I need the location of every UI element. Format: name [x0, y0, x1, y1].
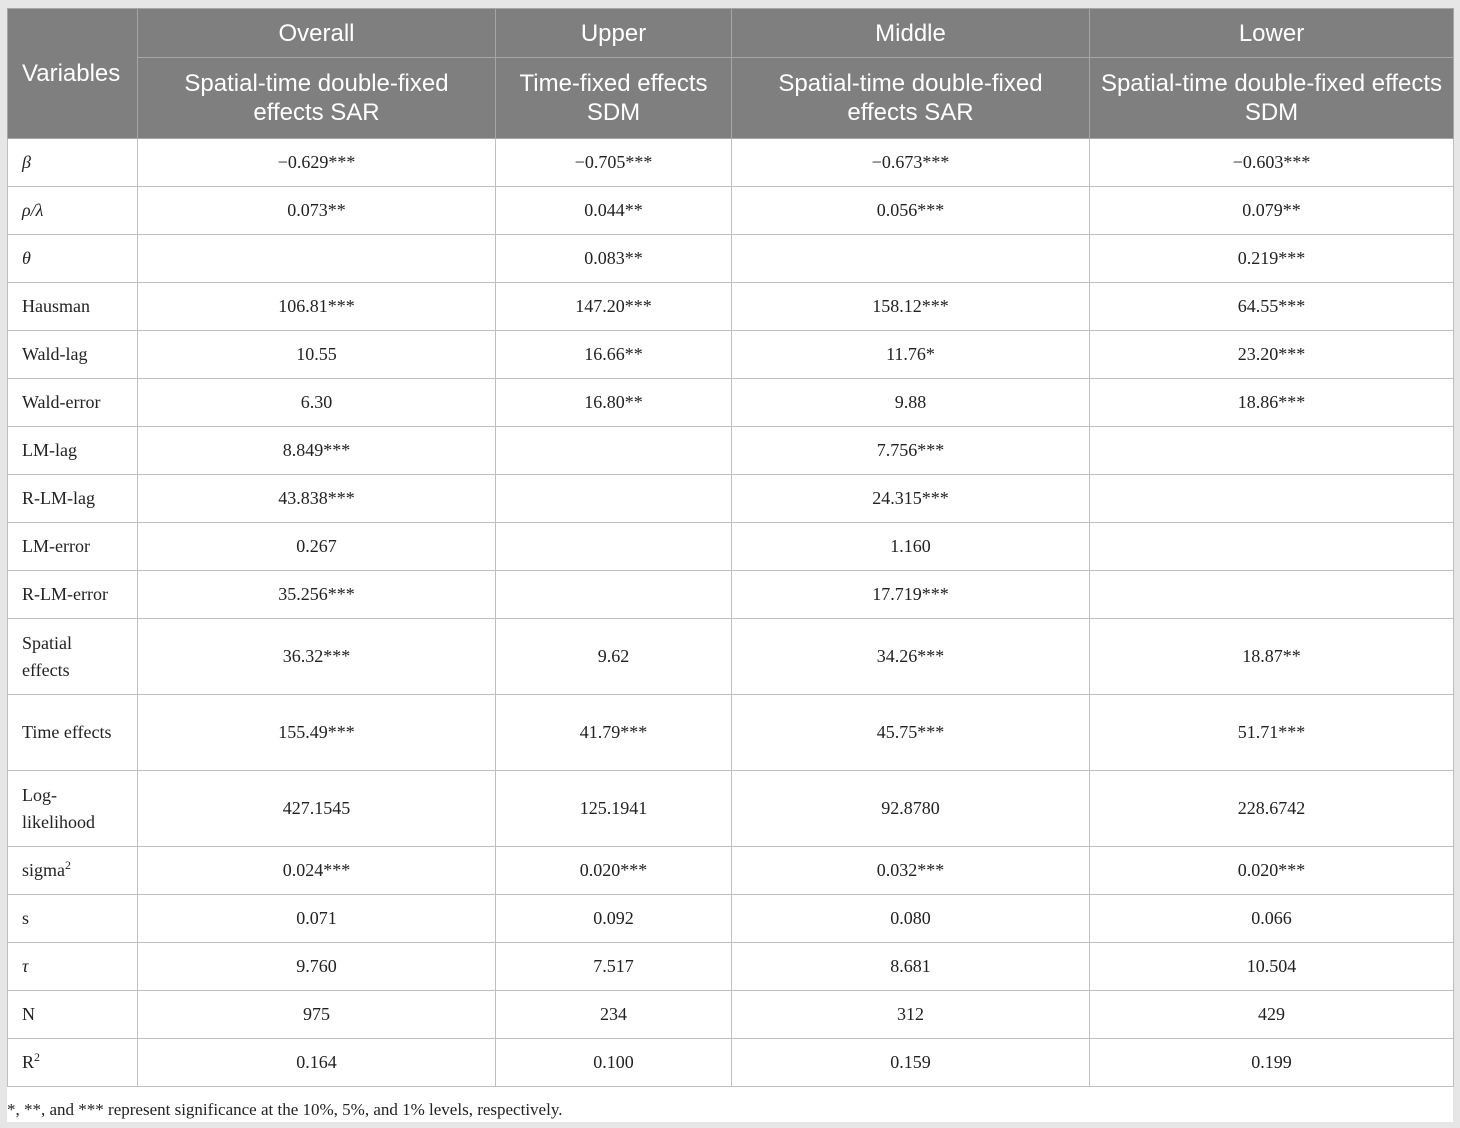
row-label [8, 475, 138, 523]
row-label-text: β [22, 152, 31, 172]
table-row [8, 475, 1454, 523]
table-cell: 0.044** [496, 187, 732, 235]
table-cell: −0.629*** [138, 139, 496, 187]
table-cell: 0.071 [138, 895, 496, 943]
table-cell: 106.81*** [138, 283, 496, 331]
row-label [8, 523, 138, 571]
table-cell: −0.673*** [732, 139, 1090, 187]
table-cell: −0.603*** [1090, 139, 1454, 187]
table-row [8, 847, 1454, 895]
table-cell: 234 [496, 991, 732, 1039]
table-cell: 0.159 [732, 1039, 1090, 1087]
table-row [8, 991, 1454, 1039]
table-cell: 92.8780 [732, 771, 1090, 847]
table-row [8, 139, 1454, 187]
table-cell: 17.719*** [732, 571, 1090, 619]
model-header-middle: Spatial-time double-fixed effects SAR [732, 58, 1090, 139]
row-label [8, 379, 138, 427]
table-body [8, 139, 1454, 1087]
table-cell: 0.267 [138, 523, 496, 571]
table-cell: 0.199 [1090, 1039, 1454, 1087]
table-cell: 24.315*** [732, 475, 1090, 523]
table-cell: 16.66** [496, 331, 732, 379]
table-cell: 1.160 [732, 523, 1090, 571]
table-cell: 975 [138, 991, 496, 1039]
table-row [8, 771, 1454, 847]
row-label [8, 283, 138, 331]
table-cell: 228.6742 [1090, 771, 1454, 847]
table-cell: 43.838*** [138, 475, 496, 523]
table-cell: 312 [732, 991, 1090, 1039]
table-container [7, 8, 1453, 1122]
table-cell [496, 571, 732, 619]
table-row [8, 427, 1454, 475]
row-label-text: LM-error [22, 536, 90, 556]
table-cell: 125.1941 [496, 771, 732, 847]
table-row [8, 331, 1454, 379]
row-label-text: R-LM-lag [22, 488, 95, 508]
table-row [8, 235, 1454, 283]
row-label [8, 895, 138, 943]
model-header-lower: Spatial-time double-fixed effects SDM [1090, 58, 1454, 139]
row-label-text: R-LM-error [22, 584, 108, 604]
row-label-text: ρ/λ [22, 200, 44, 220]
table-cell [732, 235, 1090, 283]
table-row [8, 619, 1454, 695]
table-row [8, 571, 1454, 619]
model-header-overall: Spatial-time double-fixed effects SAR [138, 58, 496, 139]
table-cell: 11.76* [732, 331, 1090, 379]
row-label [8, 619, 138, 695]
row-label-text: s [22, 908, 30, 928]
table-cell: 10.504 [1090, 943, 1454, 991]
table-row [8, 187, 1454, 235]
row-label-text: Hausman [22, 296, 90, 316]
table-cell: 155.49*** [138, 695, 496, 771]
table-row [8, 379, 1454, 427]
table-cell [138, 235, 496, 283]
table-cell: 158.12*** [732, 283, 1090, 331]
row-label-text: Wald-error [22, 392, 101, 412]
row-label-text: Time effects [22, 722, 112, 742]
table-cell: 0.083** [496, 235, 732, 283]
table-cell: 147.20*** [496, 283, 732, 331]
group-header-upper: Upper [496, 9, 732, 58]
row-label-text: τ [22, 956, 29, 976]
table-cell: 34.26*** [732, 619, 1090, 695]
table-row [8, 895, 1454, 943]
row-label-text: LM-lag [22, 440, 77, 460]
row-label [8, 187, 138, 235]
table-cell: 45.75*** [732, 695, 1090, 771]
row-label [8, 847, 138, 895]
table-cell: 0.032*** [732, 847, 1090, 895]
row-label-text: N [22, 1004, 35, 1024]
row-label [8, 139, 138, 187]
table-cell: 427.1545 [138, 771, 496, 847]
table-cell: −0.705*** [496, 139, 732, 187]
table-cell: 0.100 [496, 1039, 732, 1087]
table-footnote: *, **, and *** represent significance at the 10%, 5%, and 1% levels, respectively. [7, 1100, 563, 1119]
table-cell: 0.080 [732, 895, 1090, 943]
table-row [8, 943, 1454, 991]
row-label-text: Wald-lag [22, 344, 88, 364]
table-cell: 0.219*** [1090, 235, 1454, 283]
table-cell: 0.024*** [138, 847, 496, 895]
table-cell: 16.80** [496, 379, 732, 427]
table-cell: 429 [1090, 991, 1454, 1039]
group-header-lower: Lower [1090, 9, 1454, 58]
table-cell [496, 523, 732, 571]
row-label-text: Spatial effects [22, 632, 72, 680]
table-cell: 35.256*** [138, 571, 496, 619]
table-cell [1090, 523, 1454, 571]
table-row [8, 695, 1454, 771]
variables-header: Variables [8, 9, 138, 139]
row-label [8, 695, 138, 771]
row-label [8, 427, 138, 475]
table-cell: 9.62 [496, 619, 732, 695]
row-label-text: sigma [22, 860, 65, 880]
row-label [8, 943, 138, 991]
table-cell [1090, 571, 1454, 619]
table-cell: 10.55 [138, 331, 496, 379]
row-label-text: R [22, 1052, 35, 1072]
table-row [8, 283, 1454, 331]
row-label [8, 991, 138, 1039]
table-cell: 0.092 [496, 895, 732, 943]
row-label [8, 331, 138, 379]
row-label [8, 771, 138, 847]
table-cell: 0.164 [138, 1039, 496, 1087]
table-cell: 7.756*** [732, 427, 1090, 475]
table-cell: 51.71*** [1090, 695, 1454, 771]
table-cell: 18.87** [1090, 619, 1454, 695]
row-label [8, 1039, 138, 1087]
table-cell: 0.020*** [496, 847, 732, 895]
table-cell: 8.849*** [138, 427, 496, 475]
model-header-upper: Time-fixed effects SDM [496, 58, 732, 139]
table-cell: 6.30 [138, 379, 496, 427]
table-cell: 41.79*** [496, 695, 732, 771]
row-label-text: Log-likelihood [22, 784, 95, 832]
table-cell: 0.073** [138, 187, 496, 235]
table-cell [496, 427, 732, 475]
table-cell: 0.020*** [1090, 847, 1454, 895]
row-label-superscript: 2 [34, 1050, 41, 1064]
table-cell: 23.20*** [1090, 331, 1454, 379]
table-cell: 0.066 [1090, 895, 1454, 943]
table-row [8, 523, 1454, 571]
group-header-overall: Overall [138, 9, 496, 58]
table-cell: 0.079** [1090, 187, 1454, 235]
row-label-text: θ [22, 248, 31, 268]
table-cell: 0.056*** [732, 187, 1090, 235]
table-cell: 36.32*** [138, 619, 496, 695]
row-label-superscript: 2 [65, 858, 71, 872]
table-cell: 9.88 [732, 379, 1090, 427]
table-cell: 9.760 [138, 943, 496, 991]
table-cell [496, 475, 732, 523]
row-label [8, 571, 138, 619]
table-cell [1090, 427, 1454, 475]
table-cell: 18.86*** [1090, 379, 1454, 427]
table-cell: 64.55*** [1090, 283, 1454, 331]
group-header-middle: Middle [732, 9, 1090, 58]
table-cell [1090, 475, 1454, 523]
table-header [8, 9, 1454, 139]
table-cell: 8.681 [732, 943, 1090, 991]
table-row [8, 1039, 1454, 1087]
table-cell: 7.517 [496, 943, 732, 991]
row-label [8, 235, 138, 283]
results-table [7, 8, 1454, 1087]
